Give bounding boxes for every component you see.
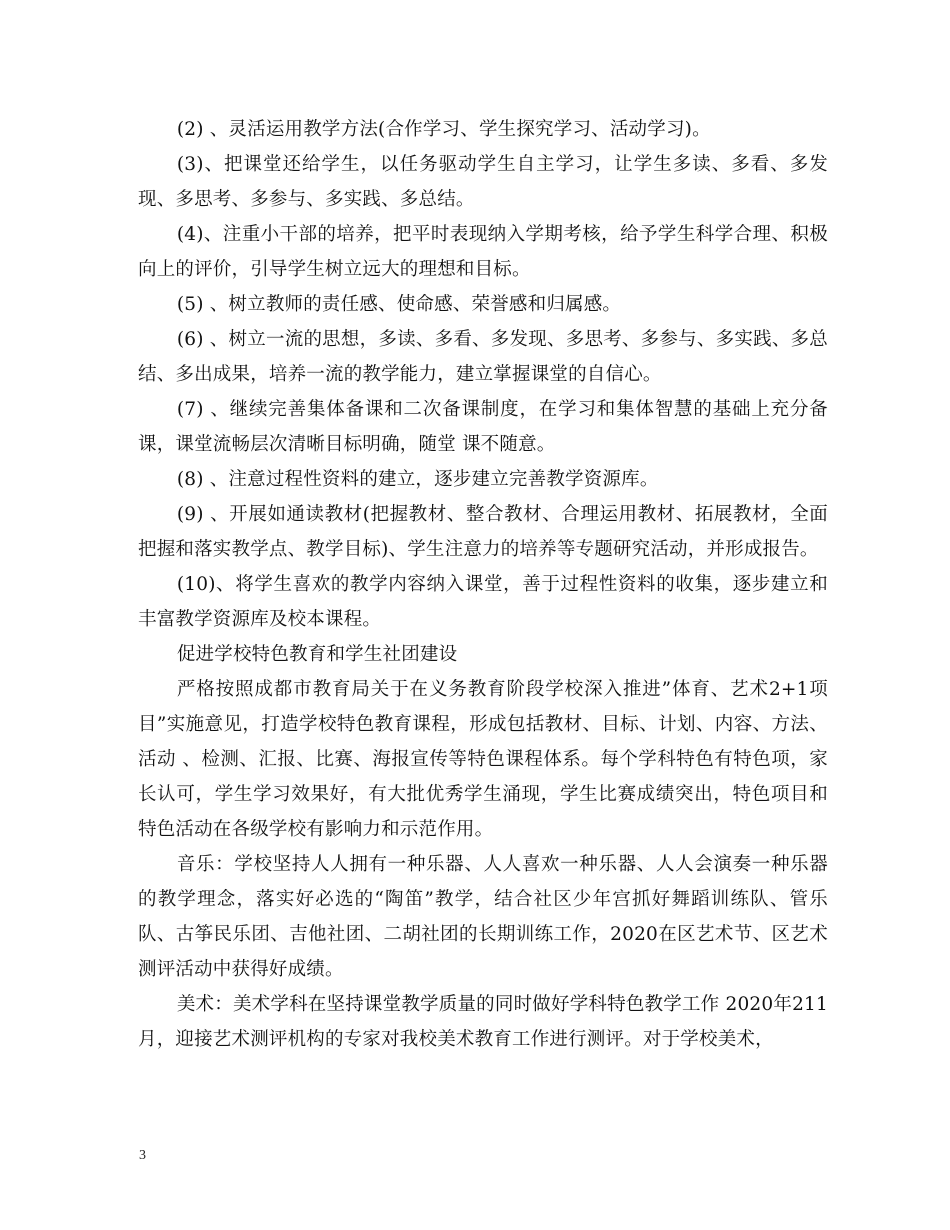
page-number: 3: [139, 1148, 146, 1163]
paragraph-music: 音乐：学校坚持人人拥有一种乐器、人人喜欢一种乐器、人人会演奏一种乐器的教学理念，落实好必选的“陶笛”教学，结合社区少年宫抓好舞蹈训练队、管乐队、古筝民乐团、吉他社团、二胡社团的长期训练工作，2020在区艺术节、区艺术测评活动中获得好成绩。: [138, 854, 828, 980]
paragraph-item-10: (10)、将学生喜欢的教学内容纳入课堂，善于过程性资料的收集，逐步建立和丰富教学资源库及校本课程。: [138, 574, 828, 630]
paragraph-item-5: (5) 、树立教师的责任感、使命感、荣誉感和归属感。: [176, 294, 622, 315]
paragraph-art: 美术：美术学科在坚持课堂教学质量的同时做好学科特色教学工作 2020年211月，迎接艺术测评机构的专家对我校美术教育工作进行测评。对于学校美术，: [138, 994, 828, 1050]
paragraph-item-2: (2) 、灵活运用教学方法(合作学习、学生探究学习、活动学习)。: [176, 119, 711, 140]
body-text: [138, 112, 828, 1057]
paragraph-item-9: (9) 、开展如通读教材(把握教材、整合教材、合理运用教材、拓展教材，全面把握和落实教学点、教学目标)、学生注意力的培养等专题研究活动，并形成报告。: [138, 504, 828, 560]
paragraph-item-7: (7) 、继续完善集体备课和二次备课制度，在学习和集体智慧的基础上充分备课，课堂流畅层次清晰目标明确，随堂 课不随意。: [138, 399, 828, 455]
paragraph-policy: 严格按照成都市教育局关于在义务教育阶段学校深入推进”体育、艺术2+1项目”实施意见，打造学校特色教育课程，形成包括教材、目标、计划、内容、方法、活动 、检测、汇报、比赛、海报宣传等特色课程体系。每个学科特色有特色项，家长认可，学生学习效果好，有大批优秀学生涌现，学生比赛成绩突出，特色项目和特色活动在各级学校有影响力和示范作用。: [138, 679, 828, 840]
section-heading: 促进学校特色教育和学生社团建设: [176, 644, 458, 665]
paragraph-item-3: (3)、把课堂还给学生，以任务驱动学生自主学习，让学生多读、多看、多发现、多思考、多参与、多实践、多总结。: [138, 154, 828, 210]
paragraph-item-6: (6) 、树立一流的思想，多读、多看、多发现、多思考、多参与、多实践、多总结、多出成果，培养一流的教学能力，建立掌握课堂的自信心。: [138, 329, 828, 385]
paragraph-item-8: (8) 、注意过程性资料的建立，逐步建立完善教学资源库。: [176, 469, 659, 490]
paragraph-item-4: (4)、注重小干部的培养，把平时表现纳入学期考核，给予学生科学合理、积极向上的评价，引导学生树立远大的理想和目标。: [138, 224, 828, 280]
